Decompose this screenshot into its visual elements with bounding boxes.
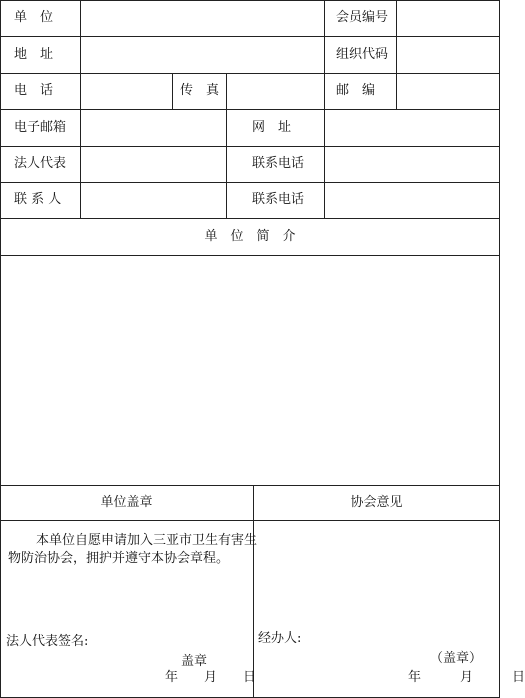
email-label: 电子邮箱 [14, 120, 67, 135]
contact-phone-label-2: 联系电话 [252, 192, 305, 207]
handler-label: 经办人: [258, 631, 302, 646]
signature-label: 法人代表签名: [6, 634, 89, 649]
contact-phone-field[interactable] [325, 147, 499, 182]
handler-field[interactable] [310, 623, 495, 645]
rule [499, 0, 500, 698]
fax-field[interactable] [227, 74, 324, 109]
org-code-field[interactable] [397, 37, 499, 73]
contact-person-label: 联 系 人 [14, 192, 62, 207]
stamp-seal-label: 盖章 [181, 654, 208, 669]
rule [0, 218, 500, 219]
opinion-date: 年 月 日 [408, 670, 525, 685]
contact-phone-field-2[interactable] [325, 183, 499, 218]
phone-field[interactable] [81, 74, 172, 109]
rule [324, 0, 325, 110]
contact-phone-label: 联系电话 [252, 156, 305, 171]
intro-heading: 单 位 简 介 [204, 229, 296, 244]
website-label: 网 址 [252, 120, 292, 135]
unit-label: 单 位 [14, 10, 54, 25]
address-label: 地 址 [14, 47, 54, 62]
rule [172, 73, 173, 110]
legal-rep-field[interactable] [81, 147, 226, 182]
fax-label: 传 真 [180, 83, 220, 98]
phone-label: 电 话 [14, 83, 54, 98]
signature-field[interactable] [100, 626, 250, 648]
intro-textarea[interactable] [1, 256, 499, 485]
member-number-field[interactable] [397, 1, 499, 36]
rule [0, 485, 500, 486]
rule [226, 109, 227, 219]
postcode-label: 邮 编 [336, 83, 376, 98]
stamp-date: 年 月 日 [165, 670, 257, 685]
opinion-header: 协会意见 [350, 495, 403, 510]
statement-line-1: 本单位自愿申请加入三亚市卫生有害生 [36, 533, 258, 548]
stamp-header: 单位盖章 [100, 495, 153, 510]
member-number-label: 会员编号 [336, 10, 389, 25]
unit-field[interactable] [81, 1, 324, 36]
legal-rep-label: 法人代表 [14, 156, 67, 171]
website-field[interactable] [325, 110, 499, 146]
contact-person-field[interactable] [81, 183, 226, 218]
email-field[interactable] [81, 110, 226, 146]
opinion-seal-label: （盖章） [430, 651, 483, 666]
rule [0, 520, 500, 521]
org-code-label: 组织代码 [336, 47, 389, 62]
statement-line-2: 物防治协会，拥护并遵守本协会章程。 [8, 551, 230, 566]
address-field[interactable] [81, 37, 324, 73]
rule [253, 485, 254, 698]
postcode-field[interactable] [397, 74, 499, 109]
